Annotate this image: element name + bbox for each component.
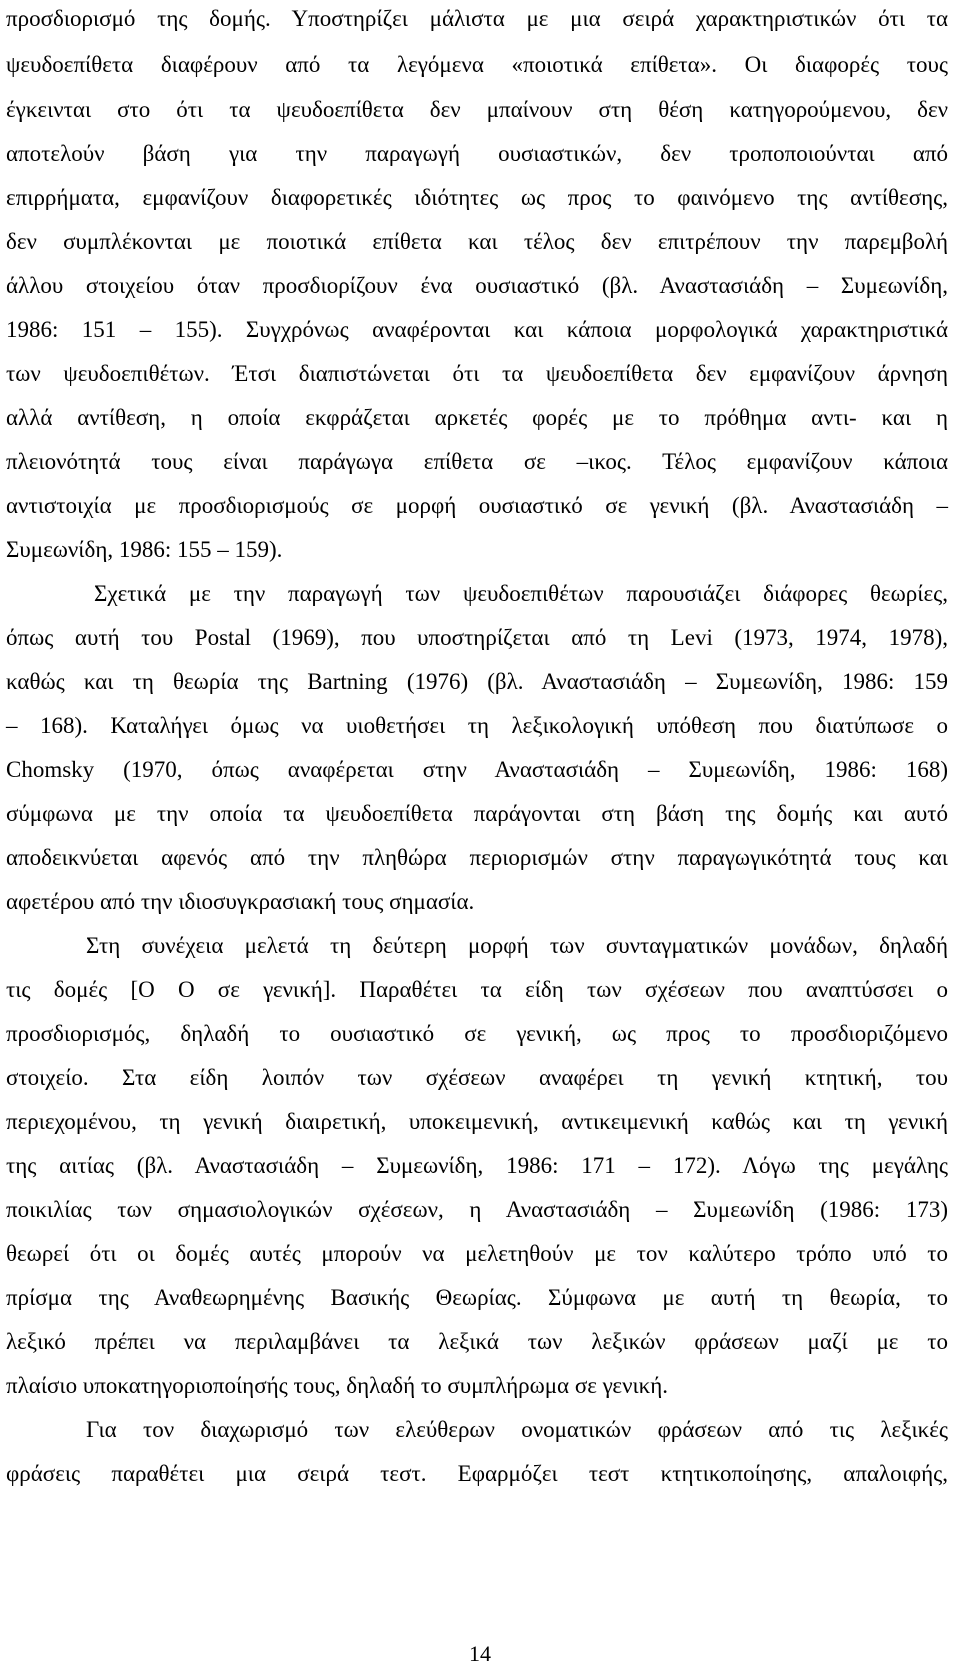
text-line: πρίσμα της Αναθεωρημένης Βασικής Θεωρίας. Σύμφωνα με αυτή τη θεωρία, το [6, 1285, 948, 1310]
text-line: λεξικό πρέπει να περιλαμβάνει τα λεξικά των λεξικών φράσεων μαζί με το [6, 1329, 948, 1354]
paragraph-start-line: Για τον διαχωρισμό των ελεύθερων ονοματικών φράσεων από τις λεξικές [86, 1417, 948, 1442]
text-line: στοιχείο. Στα είδη λοιπόν των σχέσεων αναφέρει τη γενική κτητική, του [6, 1065, 948, 1090]
text-line: όπως αυτή του Postal (1969), που υποστηρίζεται από τη Levi (1973, 1974, 1978), [6, 625, 948, 650]
text-line: Chomsky (1970, όπως αναφέρεται στην Αναστασιάδη – Συμεωνίδη, 1986: 168) [6, 757, 948, 782]
text-line: της αιτίας (βλ. Αναστασιάδη – Συμεωνίδη, 1986: 171 – 172). Λόγω της μεγάλης [6, 1153, 948, 1178]
text-line: περιεχομένου, τη γενική διαιρετική, υποκειμενική, αντικειμενική καθώς και τη γενική [6, 1109, 948, 1134]
text-line: προσδιορισμό της δομής. Υποστηρίζει μάλιστα με μια σειρά χαρακτηριστικών ότι τα [6, 6, 948, 31]
text-line: ποικιλίας των σημασιολογικών σχέσεων, η Αναστασιάδη – Συμεωνίδη (1986: 173) [6, 1197, 948, 1222]
text-line: καθώς και τη θεωρία της Bartning (1976) (βλ. Αναστασιάδη – Συμεωνίδη, 1986: 159 [6, 669, 948, 694]
text-line: Συμεωνίδη, 1986: 155 – 159). [6, 537, 283, 562]
text-line: δεν συμπλέκονται με ποιοτικά επίθετα και τέλος δεν επιτρέπουν την παρεμβολή [6, 229, 948, 254]
text-line: 1986: 151 – 155). Συγχρόνως αναφέρονται και κάποια μορφολογικά χαρακτηριστικά [6, 317, 948, 342]
text-line: ψευδοεπίθετα διαφέρουν από τα λεγόμενα «ποιοτικά επίθετα». Οι διαφορές τους [6, 52, 948, 77]
text-line: άλλου στοιχείου όταν προσδιορίζουν ένα ουσιαστικό (βλ. Αναστασιάδη – Συμεωνίδη, [6, 273, 948, 298]
text-line: αποτελούν βάση για την παραγωγή ουσιαστικών, δεν τροποποιούνται από [6, 141, 948, 166]
paragraph-start-line: Σχετικά με την παραγωγή των ψευδοεπιθέτων παρουσιάζει διάφορες θεωρίες, [94, 581, 948, 606]
text-line: προσδιορισμός, δηλαδή το ουσιαστικό σε γενική, ως προς το προσδιοριζόμενο [6, 1021, 948, 1046]
text-line: επιρρήματα, εμφανίζουν διαφορετικές ιδιότητες ως προς το φαινόμενο της αντίθεσης, [6, 185, 948, 210]
text-line: πλαίσιο υποκατηγοριοποίησής τους, δηλαδή το συμπλήρωμα σε γενική. [6, 1373, 669, 1398]
text-line: των ψευδοεπιθέτων. Έτσι διαπιστώνεται ότι τα ψευδοεπίθετα δεν εμφανίζουν άρνηση [6, 361, 948, 386]
text-line: τις δομές [Ο Ο σε γενική]. Παραθέτει τα είδη των σχέσεων που αναπτύσσει ο [6, 977, 948, 1002]
text-line: σύμφωνα με την οποία τα ψευδοεπίθετα παράγονται στη βάση της δομής και αυτό [6, 801, 948, 826]
text-line: αποδεικνύεται αφενός από την πληθώρα περιορισμών στην παραγωγικότητά τους και [6, 845, 948, 870]
text-line: – 168). Καταλήγει όμως να υιοθετήσει τη λεξικολογική υπόθεση που διατύπωσε ο [6, 713, 948, 738]
text-line: έγκεινται στο ότι τα ψευδοεπίθετα δεν μπαίνουν στη θέση κατηγορούμενου, δεν [6, 97, 948, 122]
text-line: αντιστοιχία με προσδιορισμούς σε μορφή ουσιαστικό σε γενική (βλ. Αναστασιάδη – [6, 493, 948, 518]
paragraph-start-line: Στη συνέχεια μελετά τη δεύτερη μορφή των συνταγματικών μονάδων, δηλαδή [86, 933, 948, 958]
text-line: αφετέρου από την ιδιοσυγκρασιακή τους σημασία. [6, 889, 475, 914]
text-line: φράσεις παραθέτει μια σειρά τεστ. Εφαρμόζει τεστ κτητικοποίησης, απαλοιφής, [6, 1461, 948, 1486]
text-line: αλλά αντίθεση, η οποία εκφράζεται αρκετές φορές με το πρόθημα αντι- και η [6, 405, 948, 430]
text-line: πλειονότητά τους είναι παράγωγα επίθετα σε –ικος. Τέλος εμφανίζουν κάποια [6, 449, 948, 474]
text-line: θεωρεί ότι οι δομές αυτές μπορούν να μελετηθούν με τον καλύτερο τρόπο υπό το [6, 1241, 948, 1266]
page-number: 14 [469, 1641, 491, 1666]
